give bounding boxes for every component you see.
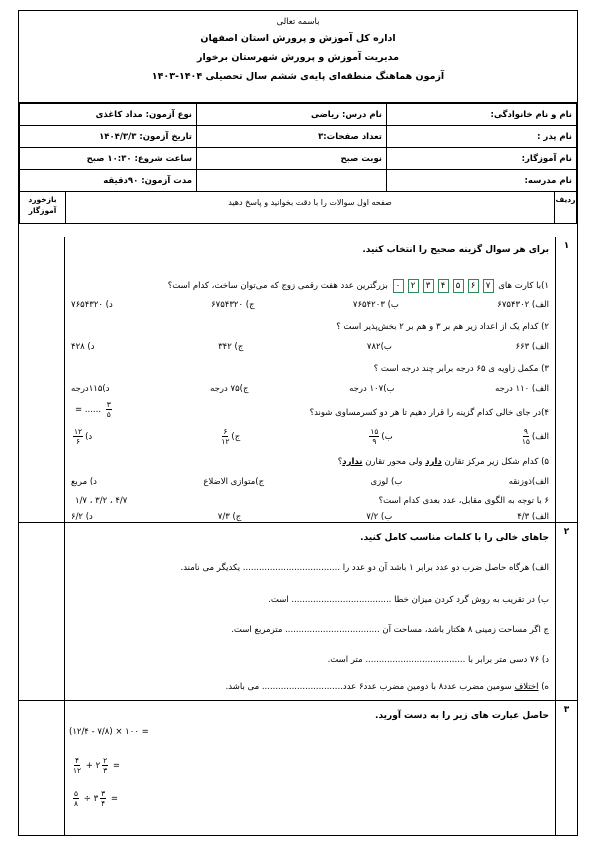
option[interactable]: ب) $\frac{۱۵}{۹}$ bbox=[370, 427, 393, 446]
exam-type-label: نوع آزمون: مداد کاغذی bbox=[20, 104, 197, 126]
option[interactable]: د) ۶/۲ bbox=[71, 512, 93, 522]
option[interactable]: ج)۷۵ درجه bbox=[210, 384, 249, 394]
option[interactable]: د) ۴۲۸ bbox=[71, 342, 95, 352]
q1-item-1-text: بزرگترین عدد هفت رقمی زوج که می‌توان ساخت، کدام است؟ bbox=[167, 281, 388, 291]
question-title: حاصل عبارت های زیر را به دست آورید. bbox=[375, 711, 549, 721]
option[interactable]: ج) ۶۷۵۴۳۲۰ bbox=[211, 300, 255, 310]
option[interactable]: ب) ۷/۲ bbox=[366, 512, 393, 522]
option[interactable]: د) $\frac{۱۲}{۶}$ bbox=[74, 427, 93, 446]
q2-item-a[interactable]: الف) هرگاه حاصل ضرب دو عدد برابر ۱ باشد آن دو عدد را .................................... یکدیگر می نامند. bbox=[180, 563, 549, 573]
option[interactable]: الف) ۶۷۵۴۳۰۲ bbox=[497, 300, 549, 310]
info-table bbox=[19, 103, 577, 224]
q2-item-c[interactable]: ج اگر مساحت زمینی ۸ هکتار باشد، مساحت آن ................................... مترمربع است. bbox=[231, 625, 549, 635]
question-2 bbox=[19, 523, 577, 701]
number-card: ۰ bbox=[393, 279, 404, 293]
page-count-label: تعداد صفحات:۳ bbox=[197, 126, 387, 148]
option[interactable]: ب) ۷۶۵۴۲۰۳ bbox=[352, 300, 399, 310]
score-label: بازخورد آموزگار bbox=[20, 192, 66, 223]
question-number: ۱ bbox=[555, 237, 577, 522]
option[interactable]: ب) لوزی bbox=[370, 477, 403, 487]
q1-item-4-options bbox=[71, 427, 549, 446]
option[interactable]: الف) $\frac{۹}{۱۵}$ bbox=[521, 427, 549, 446]
q1-item-6: ۶ با توجه به الگوی مقابل، عدد بعدی کدام است؟ bbox=[378, 496, 549, 506]
option[interactable]: ب)۷۸۲ bbox=[366, 342, 392, 352]
option[interactable]: الف) ۴/۳ bbox=[517, 512, 549, 522]
q1-item-6-options bbox=[71, 512, 549, 522]
question-1 bbox=[19, 237, 577, 523]
option[interactable]: ج) ۷/۳ bbox=[217, 512, 242, 522]
exam-date-label: تاریخ آزمون: ۱۴۰۴/۳/۳ bbox=[20, 126, 197, 148]
score-cell[interactable] bbox=[19, 523, 65, 700]
q1-item-3: ۳) مکمل زاویه ی ۶۵ درجه برابر چند درجه است ؟ bbox=[373, 364, 549, 374]
q1-item-4-equation bbox=[75, 400, 114, 419]
q2-item-d[interactable]: د) ۷۶ دسی متر برابر با ..................................... متر است. bbox=[327, 655, 549, 665]
number-card: ۶ bbox=[468, 279, 479, 293]
question-title: جاهای خالی را با کلمات مناسب کامل کنید. bbox=[360, 533, 549, 543]
question-number: ۳ bbox=[555, 701, 577, 836]
q1-item-3-options bbox=[71, 384, 549, 394]
start-time-label: ساعت شروع: ۱۰:۳۰ صبح bbox=[20, 148, 197, 170]
subject-label: نام درس: ریاضی bbox=[197, 104, 387, 126]
question-3 bbox=[19, 701, 577, 836]
q1-item-6-sequence: ۴/۷ ، ۳/۲ ، ۱/۷ bbox=[75, 496, 128, 506]
option[interactable]: ج)متوازی الاضلاع bbox=[203, 477, 265, 487]
expression-1: (۱۲/۴ - ۷/۸) × ۱۰۰ = bbox=[69, 727, 149, 737]
blank-cell bbox=[197, 170, 387, 192]
duration-label: مدت آزمون: ۹۰دقیقه bbox=[20, 170, 197, 192]
fraction: $\frac{۳}{۵}$ bbox=[106, 400, 111, 419]
q1-item-1-prefix: ۱)با کارت های bbox=[498, 281, 549, 291]
option[interactable]: ج) $\frac{۶}{۱۲}$ bbox=[221, 427, 241, 446]
score-cell[interactable] bbox=[19, 701, 65, 836]
question-title: برای هر سوال گزینه صحیح را انتخاب کنید. bbox=[362, 245, 549, 255]
option[interactable]: الف) ۶۶۳ bbox=[515, 342, 549, 352]
blank: ...... = bbox=[75, 405, 102, 415]
number-card: ۲ bbox=[408, 279, 419, 293]
score-cell[interactable] bbox=[19, 237, 65, 522]
q1-item-2: ۲) کدام یک از اعداد زیر هم بر ۳ و هم بر ۲ بخش‌پذیر است ؟ bbox=[336, 322, 549, 332]
exam-page bbox=[18, 10, 578, 836]
q1-item-1-options bbox=[71, 300, 549, 310]
exam-header bbox=[19, 11, 577, 103]
q2-item-e[interactable]: ه) اختلاف سومین مضرب عدد۸ با دومین مضرب عدد۶ عدد.............................. می باشد. bbox=[225, 682, 549, 692]
page-note: صفحه اول سوالات را با دقت بخوانید و پاسخ دهید bbox=[228, 198, 392, 207]
option[interactable]: ب)۱۰۷ درجه bbox=[349, 384, 395, 394]
father-name-field[interactable]: نام پدر : bbox=[387, 126, 577, 148]
expression-3: $\frac{۵}{۸}$ ÷ ۳ $\frac{۳}{۴}$ = bbox=[74, 789, 118, 808]
q1-item-1 bbox=[71, 279, 549, 293]
bismillah: باسمه تعالی bbox=[276, 17, 320, 27]
option[interactable]: د) ۷۶۵۴۳۲۰ bbox=[71, 300, 113, 310]
q2-item-b[interactable]: ب) در تقریب به روش گرد کردن میزان خطا ..................................... است. bbox=[268, 595, 549, 605]
number-cards bbox=[388, 281, 496, 291]
option[interactable]: ج) ۳۴۲ bbox=[218, 342, 244, 352]
number-card: ۴ bbox=[438, 279, 449, 293]
q1-item-5-options bbox=[71, 477, 549, 487]
row-label: ردیف bbox=[554, 192, 576, 223]
number-card: ۳ bbox=[423, 279, 434, 293]
number-card: ۷ bbox=[483, 279, 494, 293]
option[interactable]: د)۱۱۵درجه bbox=[71, 384, 110, 394]
teacher-name-field[interactable]: نام آموزگار: bbox=[387, 148, 577, 170]
expression-2: $\frac{۴}{۱۲}$ + ۲ $\frac{۲}{۳}$ = bbox=[73, 756, 121, 775]
header-line-3: آزمون هماهنگ منطقه‌ای پایه‌ی ششم سال تحصیلی ۱۴۰۴-۱۴۰۳ bbox=[151, 71, 445, 82]
option[interactable]: الف) ۱۱۰ درجه bbox=[495, 384, 549, 394]
header-line-2: مدیریت آموزش و پرورش شهرستان برخوار bbox=[197, 52, 399, 63]
student-name-field[interactable]: نام و نام خانوادگی: bbox=[387, 104, 577, 126]
header-line-1: اداره کل آموزش و پرورش استان اصفهان bbox=[200, 33, 396, 44]
option[interactable]: د) مربع bbox=[71, 477, 97, 487]
question-number: ۲ bbox=[555, 523, 577, 700]
q1-item-4: ۴)در جای خالی کدام گزینه را قرار دهیم تا هر دو کسرمساوی شوند؟ bbox=[309, 408, 549, 418]
shift-label: نوبت صبح bbox=[197, 148, 387, 170]
school-name-field[interactable]: نام مدرسه: bbox=[387, 170, 577, 192]
number-card: ۵ bbox=[453, 279, 464, 293]
q1-item-5: ۵) کدام شکل زیر مرکز تقارن دارد ولی محور تقارن ندارد؟ bbox=[337, 457, 549, 467]
q1-item-2-options bbox=[71, 342, 549, 352]
option[interactable]: الف)ذوزنقه bbox=[508, 477, 549, 487]
